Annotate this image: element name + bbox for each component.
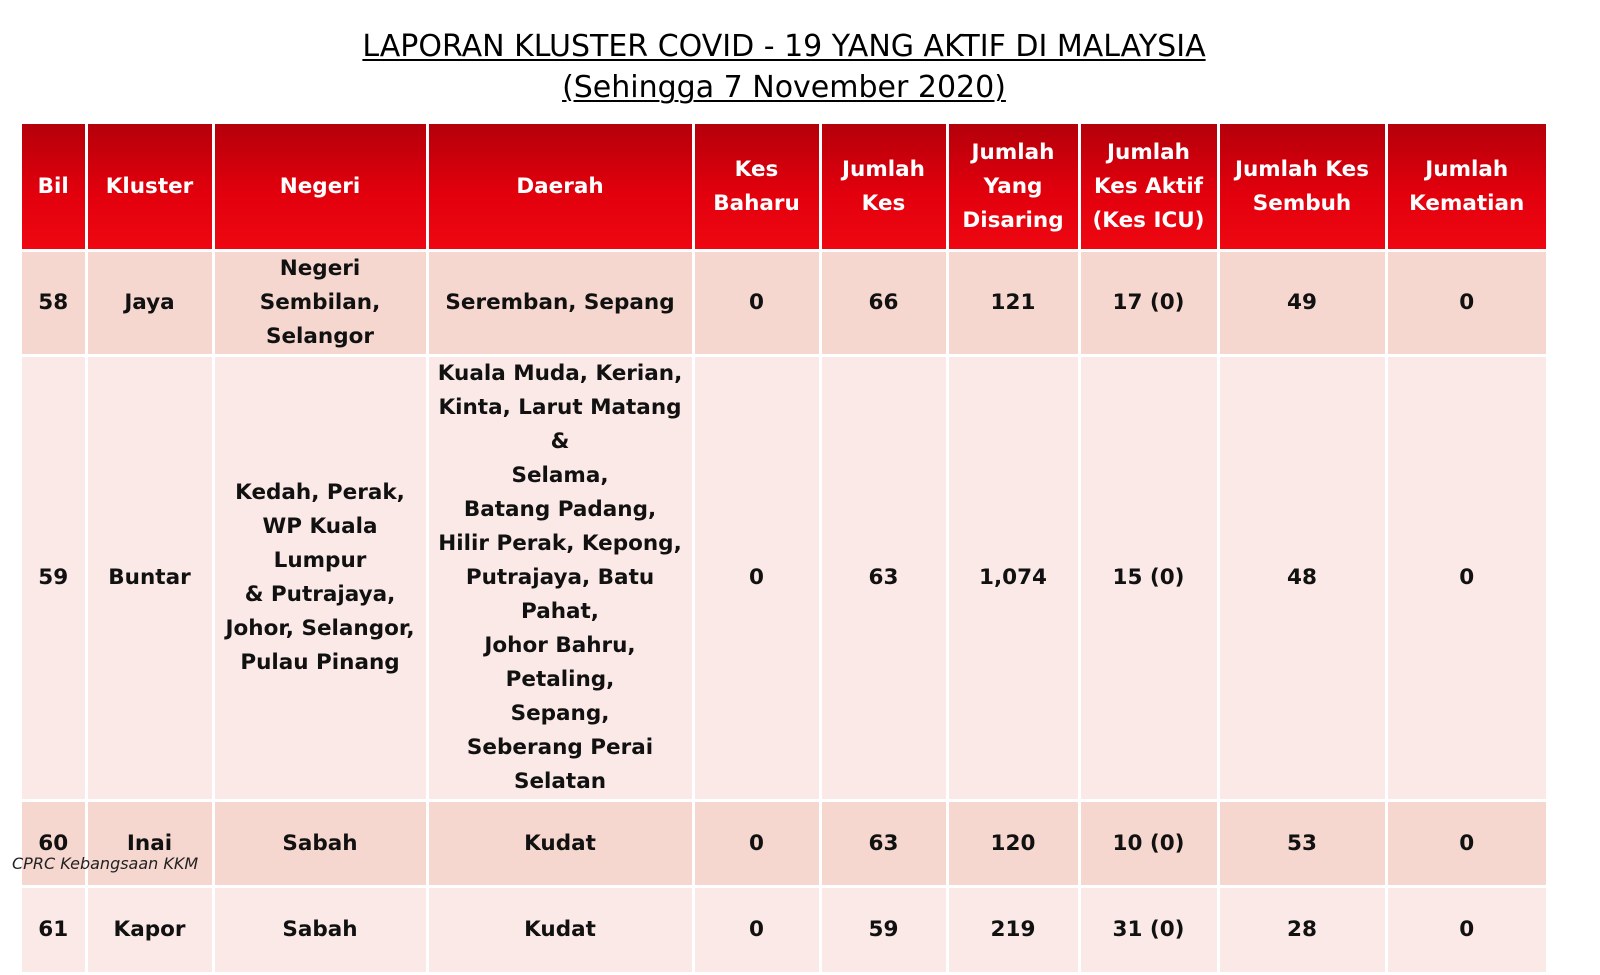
report-title [0,26,1568,108]
header-kematian: Jumlah Kematian [1386,124,1546,251]
header-bil: Bil [22,124,86,251]
cell-bil: 60 [22,801,86,887]
cell-kes-aktif: 10 (0) [1079,801,1218,887]
table-row [22,356,1546,801]
cell-jumlah-kes: 66 [820,251,947,356]
cell-jumlah-kes: 63 [820,801,947,887]
cell-daerah: Seremban, Sepang [427,251,693,356]
cell-jumlah-disaring: 219 [947,887,1079,974]
cell-negeri: Sabah [213,887,427,974]
cell-kes-aktif: 31 (0) [1079,887,1218,974]
cell-bil: 59 [22,356,86,801]
cell-kematian: 0 [1386,801,1546,887]
cell-daerah: Kudat [427,801,693,887]
cell-negeri: Negeri Sembilan, Selangor [213,251,427,356]
cell-daerah: Kudat [427,887,693,974]
table-row [22,251,1546,356]
title-line-1: LAPORAN KLUSTER COVID - 19 YANG AKTIF DI MALAYSIA [362,29,1206,64]
cell-kes-baharu: 0 [693,251,820,356]
header-kes-baharu: Kes Baharu [693,124,820,251]
header-daerah: Daerah [427,124,693,251]
cell-kes-aktif: 17 (0) [1079,251,1218,356]
header-jumlah-disaring: Jumlah Yang Disaring [947,124,1079,251]
header-kluster: Kluster [86,124,213,251]
cell-kes-aktif: 15 (0) [1079,356,1218,801]
source-footer: CPRC Kebangsaan KKM [12,854,199,873]
cell-kes-baharu: 0 [693,887,820,974]
header-kes-aktif: Jumlah Kes Aktif (Kes ICU) [1079,124,1218,251]
cell-negeri: Kedah, Perak, WP Kuala Lumpur & Putrajaya, Johor, Selangor, Pulau Pinang [213,356,427,801]
cell-kematian: 0 [1386,356,1546,801]
header-kes-sembuh: Jumlah Kes Sembuh [1218,124,1386,251]
cell-kluster: Jaya [86,251,213,356]
cell-jumlah-disaring: 1,074 [947,356,1079,801]
cell-kluster: Inai [86,801,213,887]
cluster-table [22,124,1546,975]
cell-bil: 58 [22,251,86,356]
table-row [22,887,1546,974]
table-row [22,801,1546,887]
cell-kes-sembuh: 48 [1218,356,1386,801]
cell-jumlah-disaring: 121 [947,251,1079,356]
title-line-2: (Sehingga 7 November 2020) [562,70,1006,105]
cell-daerah: Kuala Muda, Kerian, Kinta, Larut Matang & Selama, Batang Padang, Hilir Perak, Kepong, Putrajaya, Batu Pahat, Johor Bahru, Petaling, Sepang, Seberang Perai Selatan [427,356,693,801]
cell-kluster: Buntar [86,356,213,801]
header-negeri: Negeri [213,124,427,251]
cell-kematian: 0 [1386,887,1546,974]
cell-kes-sembuh: 53 [1218,801,1386,887]
cell-jumlah-kes: 63 [820,356,947,801]
cell-negeri: Sabah [213,801,427,887]
cell-bil: 61 [22,887,86,974]
cell-kluster: Kapor [86,887,213,974]
cell-kes-sembuh: 28 [1218,887,1386,974]
cell-kes-baharu: 0 [693,801,820,887]
cell-kes-sembuh: 49 [1218,251,1386,356]
cell-jumlah-kes: 59 [820,887,947,974]
cell-kes-baharu: 0 [693,356,820,801]
cell-jumlah-disaring: 120 [947,801,1079,887]
header-jumlah-kes: Jumlah Kes [820,124,947,251]
cell-kematian: 0 [1386,251,1546,356]
table-header-row [22,124,1546,251]
